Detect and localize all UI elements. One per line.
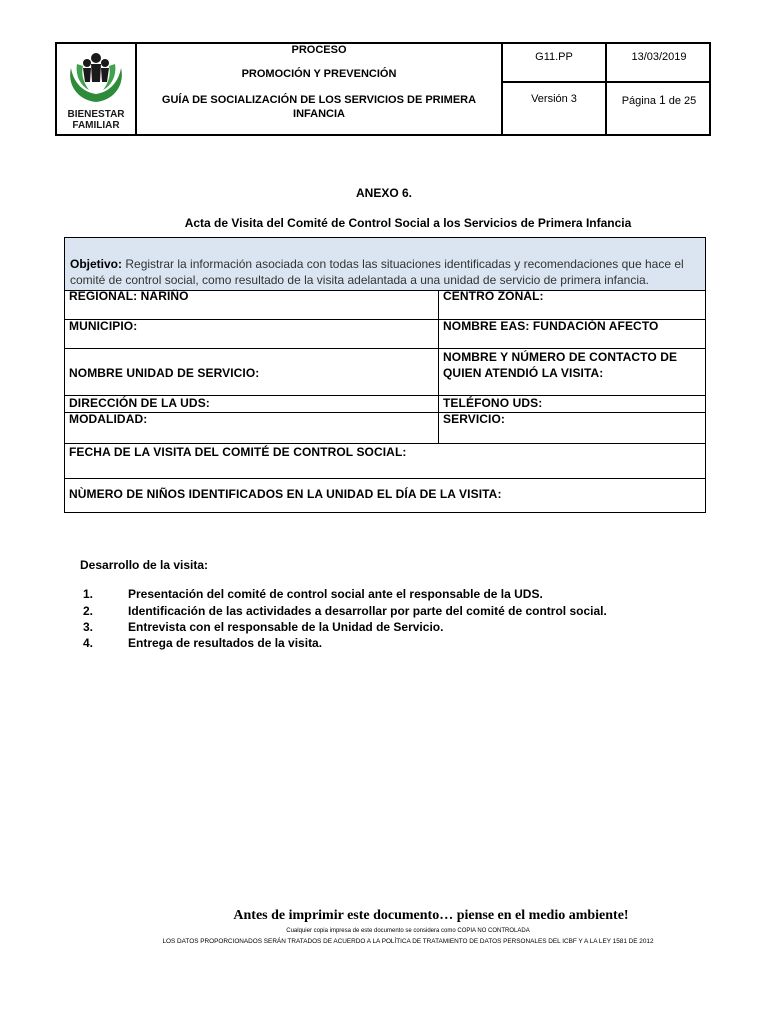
contact-field-line: NOMBRE Y NÚMERO DE CONTACTO DE (443, 350, 678, 364)
annex-title: ANEXO 6. (355, 186, 412, 200)
page-total: de 25 (668, 95, 697, 107)
contact-field (443, 349, 677, 381)
logo-text: BIENESTAR (67, 109, 125, 120)
list-item-number: 1. (83, 587, 94, 601)
header-divider (135, 44, 137, 134)
guide-title: GUÍA DE SOCIALIZACIÓN DE LOS SERVICIOS DE PRIMERA INFANCIA (161, 94, 477, 120)
copy-notice: Cualquier copia impresa de este documento se considera como COPIA NO CONTROLADA (286, 928, 530, 934)
annex-subtitle: Acta de Visita del Comité de Control Social a los Servicios de Primera Infancia (184, 216, 632, 230)
process-name: PROMOCIÓN Y PREVENCIÓN (241, 68, 397, 80)
family-icon (63, 50, 129, 106)
list-item: Identificación de las actividades a desarrollar por parte del comité de control social. (128, 604, 607, 618)
objective-text (70, 256, 702, 288)
objective-label: Objetivo: (70, 257, 123, 271)
visit-form (64, 237, 706, 513)
centro-zonal-field: CENTRO ZONAL: (443, 289, 544, 303)
children-count-field: NÙMERO DE NIÑOS IDENTIFICADOS EN LA UNIDAD EL DÍA DE LA VISITA: (69, 487, 502, 501)
document-version: Versión 3 (531, 93, 577, 105)
page-indicator (607, 93, 711, 107)
list-item: Presentación del comité de control social ante el responsable de la UDS. (128, 587, 543, 601)
visit-date-field: FECHA DE LA VISITA DEL COMITÉ DE CONTROL SOCIAL: (69, 445, 407, 459)
form-column-divider (438, 290, 439, 443)
list-item-number: 4. (83, 636, 94, 650)
process-label: PROCESO (291, 44, 347, 56)
objective-description: Registrar la información asociada con todas las situaciones identificadas y recomendaciones que hace el comité de control social, como resultado de la visita adelantada a una unidad de servicio de primera infancia. (70, 257, 684, 287)
list-item-number: 3. (83, 620, 94, 634)
list-item-number: 2. (83, 604, 94, 618)
service-field: SERVICIO: (443, 412, 506, 426)
municipio-field: MUNICIPIO: (69, 319, 138, 333)
icbf-logo (63, 50, 129, 130)
address-field: DIRECCIÓN DE LA UDS: (69, 396, 210, 410)
modality-field: MODALIDAD: (69, 412, 148, 426)
service-unit-field: NOMBRE UNIDAD DE SERVICIO: (69, 366, 260, 380)
contact-field-line: QUIEN ATENDIÓ LA VISITA: (443, 366, 604, 380)
regional-field: REGIONAL: NARIÑO (69, 289, 189, 303)
header-divider (501, 81, 709, 83)
list-item: Entrega de resultados de la visita. (128, 636, 323, 650)
development-heading: Desarrollo de la visita: (80, 558, 209, 572)
page-number: 1 (659, 93, 666, 107)
form-row-divider (65, 478, 705, 479)
data-notice: LOS DATOS PROPORCIONADOS SERÁN TRATADOS DE ACUERDO A LA POLÍTICA DE TRATAMIENTO DE DATOS PERSONALES DEL ICBF Y A LA LEY 1581 DE 2012 (162, 938, 654, 945)
document-code: G11.PP (535, 51, 573, 63)
phone-field: TELÉFONO UDS: (443, 396, 543, 410)
document-date: 13/03/2019 (631, 51, 687, 63)
page-prefix: Página (621, 95, 656, 107)
eco-message: Antes de imprimir este documento… piense en el medio ambiente! (233, 908, 629, 923)
eas-name-field: NOMBRE EAS: FUNDACIÓN AFECTO (443, 319, 659, 333)
logo-text: FAMILIAR (72, 120, 120, 131)
form-row-divider (65, 443, 705, 444)
form-row-divider (65, 412, 705, 413)
list-item: Entrevista con el responsable de la Unidad de Servicio. (128, 620, 444, 634)
document-header (55, 42, 711, 136)
